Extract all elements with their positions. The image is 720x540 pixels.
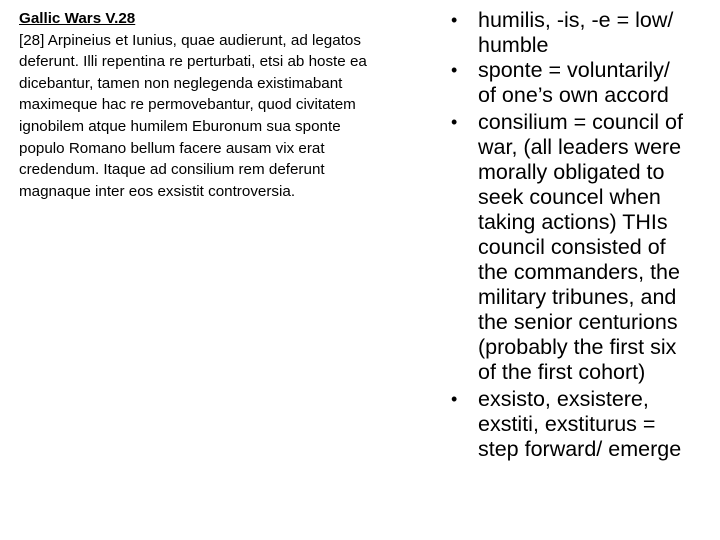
vocabulary-list	[440, 8, 718, 464]
vocab-line: seek councel when	[478, 185, 661, 209]
passage-line: maximeque hac re permovebantur, quod civitatem	[19, 96, 356, 114]
passage-line: populo Romano bellum facere ausam vix erat	[19, 139, 325, 157]
latin-passage	[19, 8, 459, 202]
vocab-line: (probably the first six	[478, 335, 677, 359]
bullet-icon: •	[451, 389, 458, 409]
passage-line: magnaque inter eos exsistit controversia.	[19, 182, 296, 200]
vocab-line: the commanders, the	[478, 260, 680, 284]
bullet-icon: •	[451, 60, 458, 80]
vocab-line: step forward/ emerge	[478, 437, 682, 461]
vocab-item-consilium	[440, 110, 718, 385]
passage-heading: Gallic Wars V.28	[19, 10, 136, 27]
bullet-icon: •	[451, 112, 458, 132]
vocab-line: council consisted of	[478, 235, 666, 259]
passage-line: deferunt. Illi repentina re perturbati, etsi ab hoste ea	[19, 53, 367, 71]
passage-line: [28] Arpineius et Iunius, quae audierunt, ad legatos	[19, 31, 361, 49]
vocab-line: military tribunes, and	[478, 285, 677, 309]
vocab-item-exsisto	[440, 387, 718, 462]
passage-line: credendum. Itaque ad consilium rem deferunt	[19, 161, 325, 179]
vocab-line: humble	[478, 33, 549, 57]
passage-text	[19, 30, 459, 203]
vocab-line: of the first cohort)	[478, 360, 646, 384]
vocab-line: exstiti, exstiturus =	[478, 412, 656, 436]
vocab-line: taking actions) THIs	[478, 210, 668, 234]
vocab-line: war, (all leaders were	[478, 135, 682, 159]
vocab-line: sponte = voluntarily/	[478, 58, 670, 82]
passage-line: ignobilem atque humilem Eburonum sua sponte	[19, 117, 341, 135]
vocab-line: of one’s own accord	[478, 83, 669, 107]
vocab-line: exsisto, exsistere,	[478, 387, 649, 411]
vocab-line: humilis, -is, -e = low/	[478, 8, 674, 32]
vocab-line: consilium = council of	[478, 110, 683, 134]
vocab-line: the senior centurions	[478, 310, 678, 334]
vocab-item-sponte	[440, 58, 718, 108]
vocab-item-humilis	[440, 8, 718, 58]
bullet-icon: •	[451, 10, 458, 30]
vocab-line: morally obligated to	[478, 160, 665, 184]
passage-line: dicebantur, tamen non neglegenda existimabant	[19, 74, 343, 92]
